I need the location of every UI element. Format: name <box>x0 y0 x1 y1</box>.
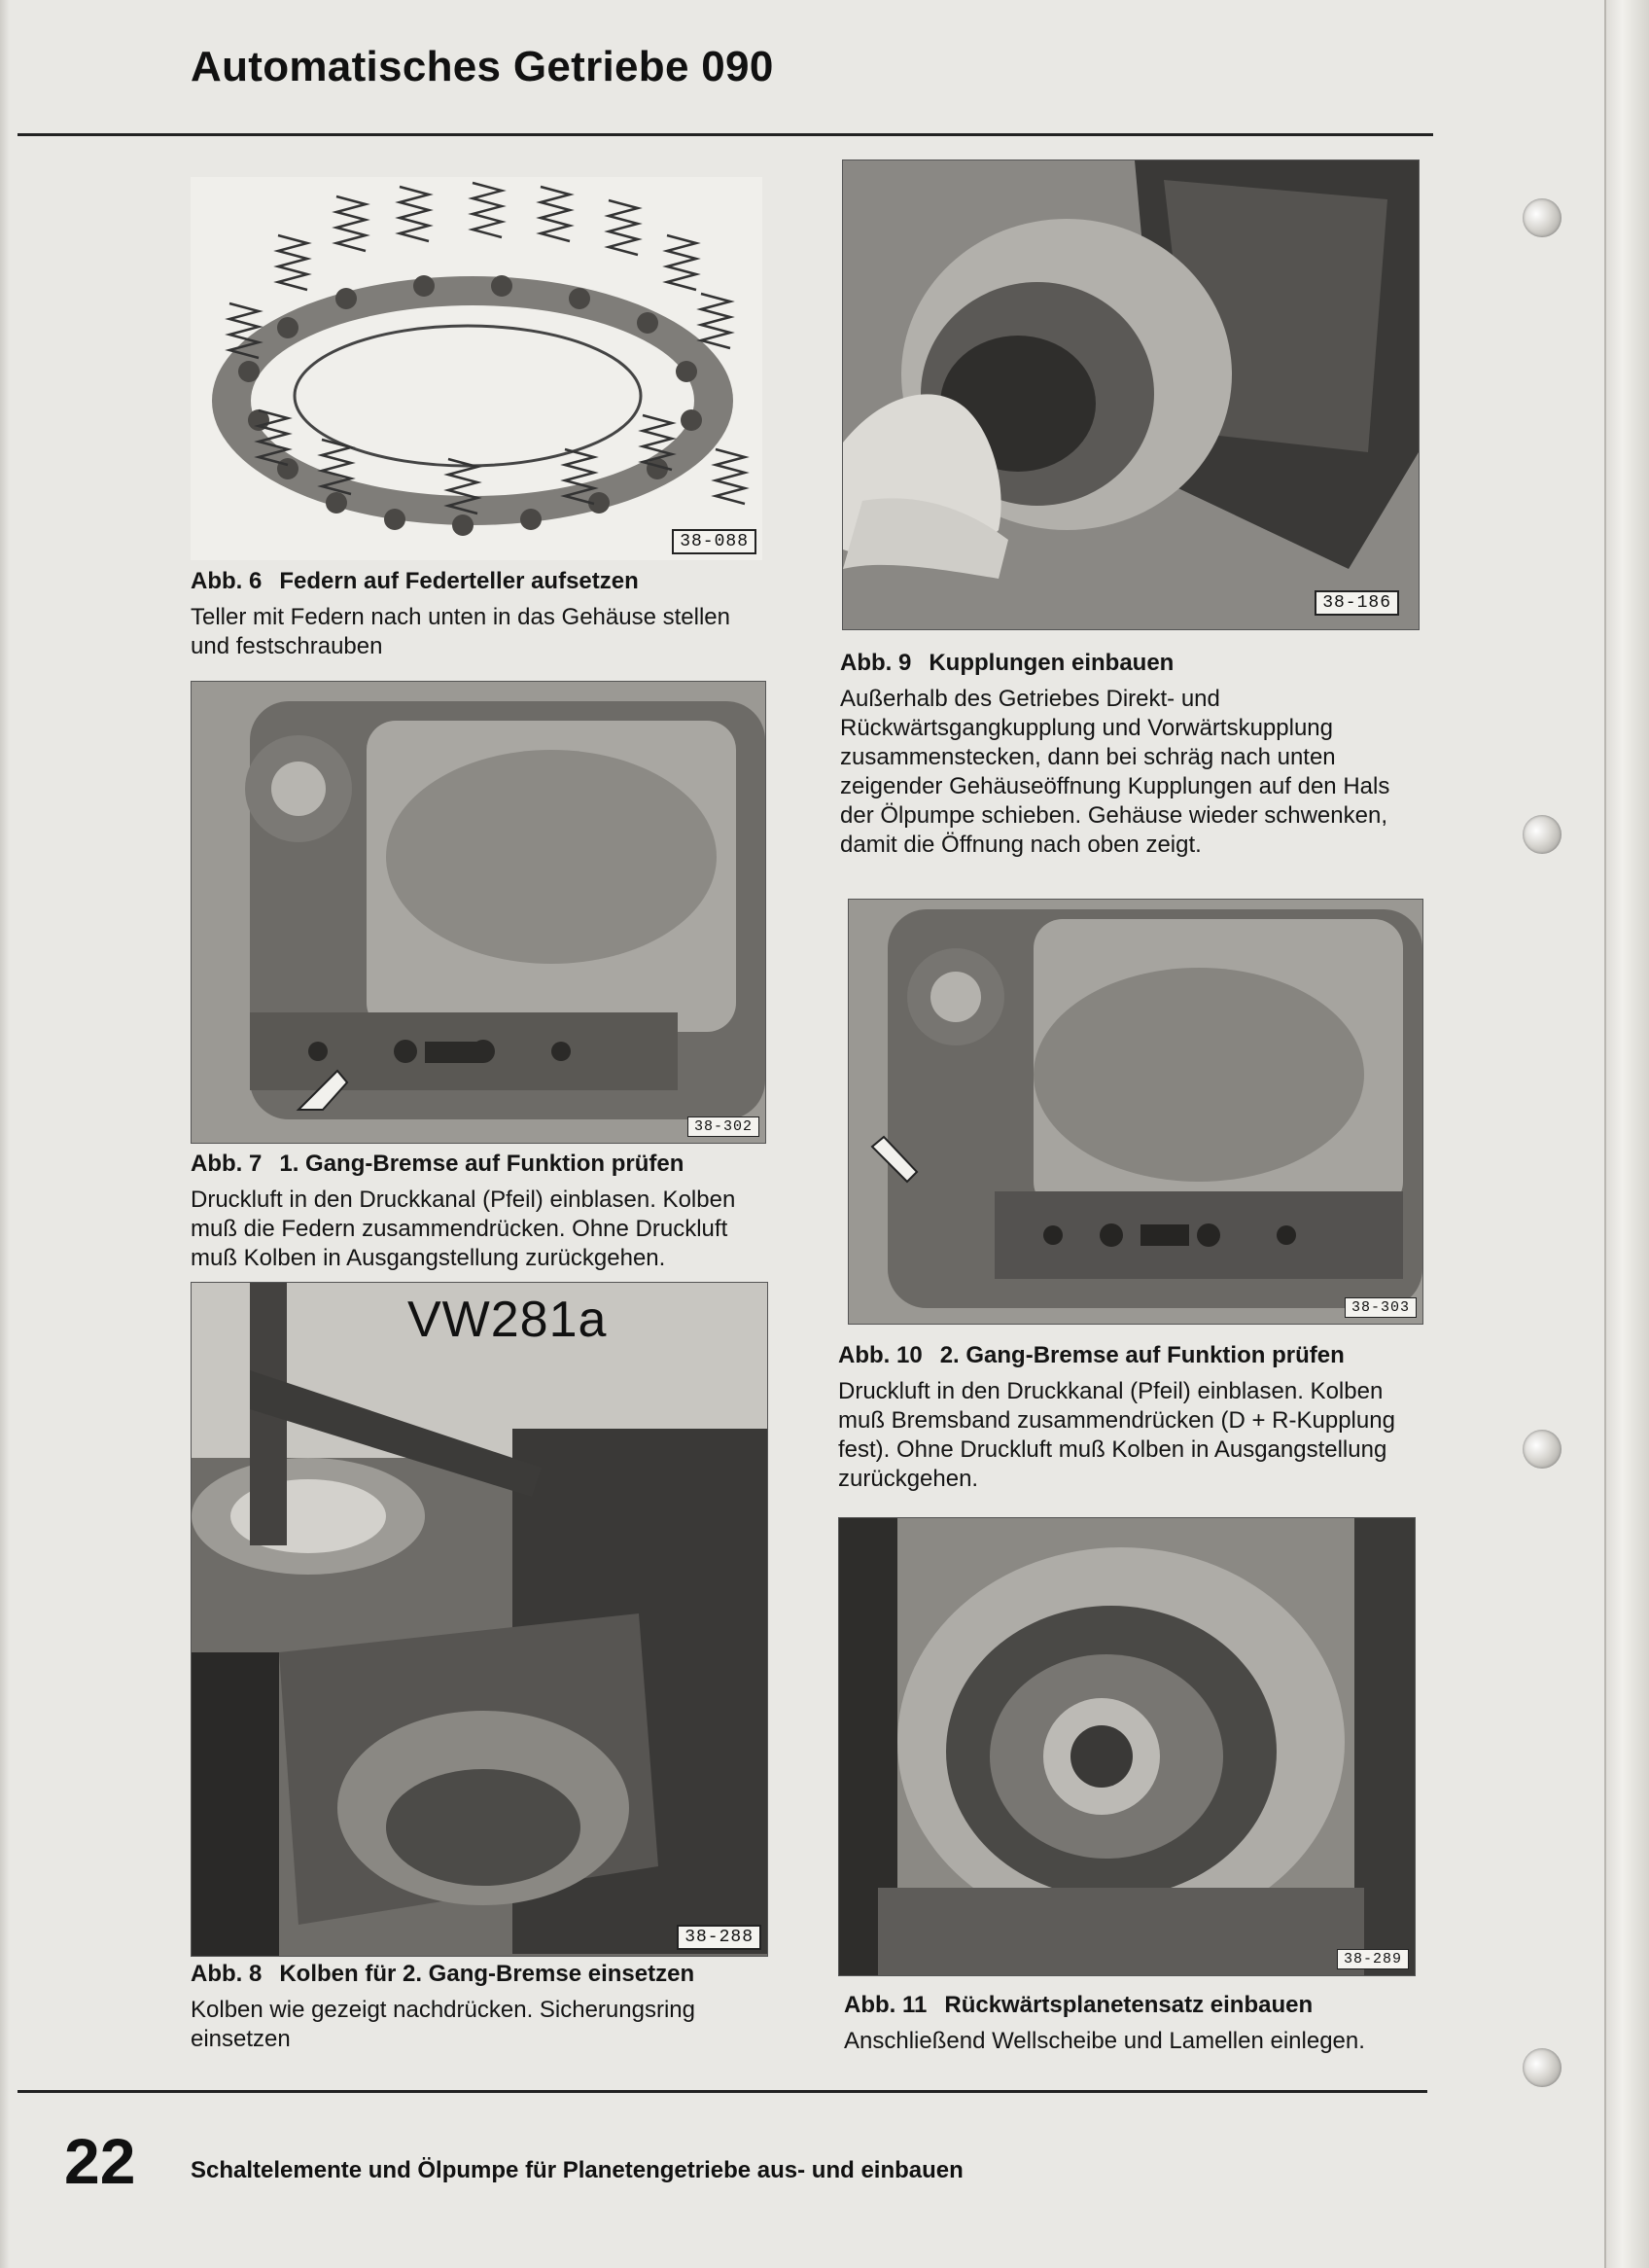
figure-8-ref: 38-288 <box>677 1925 761 1950</box>
binder-hole <box>1523 815 1561 854</box>
figure-11-photo <box>838 1517 1416 1976</box>
figure-7-body: Druckluft in den Druckkanal (Pfeil) einblasen. Kolben muß die Federn zusammendrücken. Ohne Druckluft muß Kolben in Ausgangstellung zurückgehen. <box>191 1187 736 1271</box>
figure-7-caption <box>191 1151 774 1273</box>
page-left-edge <box>0 0 10 2268</box>
spring-plate-illustration <box>191 177 762 560</box>
figure-6-photo <box>191 177 762 560</box>
binder-hole <box>1523 198 1561 237</box>
page-title: Automatisches Getriebe 090 <box>191 43 774 90</box>
figure-7-title <box>191 1151 774 1178</box>
binder-hole <box>1523 2048 1561 2087</box>
figure-8-photo <box>191 1282 768 1957</box>
gearbox-housing-illustration <box>192 682 765 1143</box>
figure-9-ref: 38-186 <box>1315 590 1399 616</box>
figure-11-caption <box>844 1992 1427 2056</box>
figure-9-body: Außerhalb des Getriebes Direkt- und Rückwärtsgangkupplung und Vorwärtskupplung zusammenstecken, dann bei schräg nach unten zeigender Gehäuseöffnung Kupplungen auf den Hals der Ölpumpe schieben. Gehäuse wieder schwenken, damit die Öffnung nach oben zeigt. <box>840 686 1390 858</box>
figure-10-photo <box>848 899 1423 1325</box>
figure-9-photo <box>842 159 1420 630</box>
figure-11-heading: Rückwärtsplanetensatz einbauen <box>944 1992 1314 2018</box>
header-rule <box>18 133 1433 136</box>
figure-6-title <box>191 568 774 595</box>
figure-11-title <box>844 1992 1427 2019</box>
figure-7-heading: 1. Gang-Bremse auf Funktion prüfen <box>279 1151 684 1177</box>
figure-8-heading: Kolben für 2. Gang-Bremse einsetzen <box>279 1961 695 1987</box>
figure-6-ref: 38-088 <box>672 529 756 554</box>
figure-11-ref: 38-289 <box>1337 1949 1409 1969</box>
figure-7-photo <box>191 681 766 1144</box>
figure-9-title <box>840 650 1423 677</box>
figure-9-heading: Kupplungen einbauen <box>929 650 1175 676</box>
figure-8-number: Abb. 8 <box>191 1961 263 1987</box>
figure-10-title <box>838 1342 1421 1369</box>
clutch-install-illustration <box>843 160 1419 629</box>
figure-6-number: Abb. 6 <box>191 568 263 594</box>
page-fold-line <box>1604 0 1606 2268</box>
page-number: 22 <box>64 2125 136 2197</box>
figure-10-body: Druckluft in den Druckkanal (Pfeil) einblasen. Kolben muß Bremsband zusammendrücken (D + R-Kupplung fest). Ohne Druckluft muß Kolben in Ausgangstellung zurückgehen. <box>838 1378 1395 1492</box>
figure-8-title <box>191 1961 774 1988</box>
footer-rule <box>18 2090 1427 2093</box>
page-right-edge <box>1604 0 1649 2268</box>
figure-7-ref: 38-302 <box>687 1116 759 1137</box>
figure-9-caption <box>840 650 1423 860</box>
figure-10-number: Abb. 10 <box>838 1342 923 1368</box>
brake-check-illustration <box>849 900 1422 1324</box>
figure-8-tool-label: VW281a <box>407 1292 608 1348</box>
section-title: Schaltelemente und Ölpumpe für Planetengetriebe aus- und einbauen <box>191 2157 964 2183</box>
figure-10-ref: 38-303 <box>1345 1297 1417 1318</box>
figure-9-number: Abb. 9 <box>840 650 912 676</box>
figure-8-body: Kolben wie gezeigt nachdrücken. Sicherungsring einsetzen <box>191 1997 695 2052</box>
binder-hole <box>1523 1430 1561 1469</box>
figure-8-caption <box>191 1961 774 2054</box>
figure-11-body: Anschließend Wellscheibe und Lamellen einlegen. <box>844 2028 1365 2054</box>
figure-10-caption <box>838 1342 1421 1494</box>
figure-6-heading: Federn auf Federteller aufsetzen <box>279 568 639 594</box>
figure-10-heading: 2. Gang-Bremse auf Funktion prüfen <box>939 1342 1345 1368</box>
piston-install-illustration <box>192 1283 767 1956</box>
figure-11-number: Abb. 11 <box>844 1992 928 2018</box>
planetary-set-illustration <box>839 1518 1415 1975</box>
figure-6-body: Teller mit Federn nach unten in das Gehäuse stellen und festschrauben <box>191 604 730 659</box>
figure-6-caption <box>191 568 774 661</box>
figure-7-number: Abb. 7 <box>191 1151 263 1177</box>
